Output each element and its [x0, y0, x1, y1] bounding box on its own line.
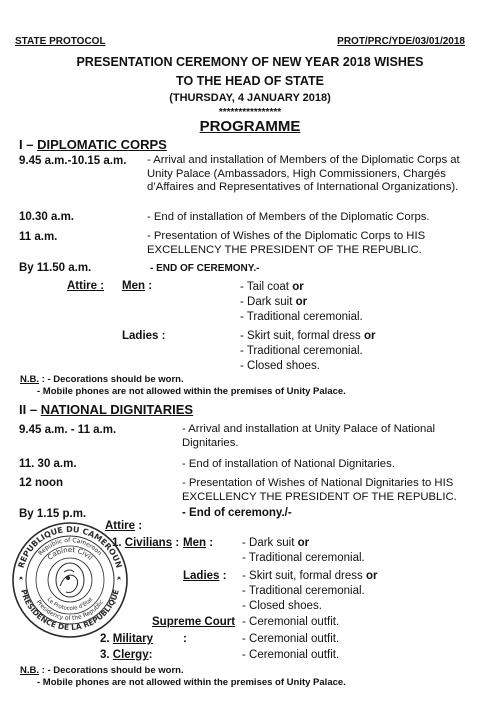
s1-desc-2: - End of installation of Members of the Diplomatic Corps.	[147, 211, 430, 223]
s2-military-desc: - Ceremonial outfit.	[242, 633, 340, 645]
s1-ladies-label: Ladies :	[122, 330, 166, 342]
s2-supreme-court-desc: - Ceremonial outfit.	[242, 616, 340, 628]
stamp-mid-bottom: Presidency of the Republic	[34, 598, 106, 623]
document-reference: PROT/PRC/YDE/03/01/2018	[337, 36, 465, 47]
section2-number: II –	[19, 402, 41, 417]
section1-heading	[19, 137, 167, 152]
s1-men-item-1: - Tail coat or	[240, 281, 304, 293]
section2-heading	[19, 402, 193, 417]
s1-ladies-item-1: - Skirt suit, formal dress or	[240, 330, 376, 342]
s1-time-1: 9.45 a.m.-10.15 a.m.	[19, 155, 127, 167]
s2-men-label: Men :	[183, 537, 214, 549]
programme-heading: PROGRAMME	[199, 118, 301, 135]
s1-desc-3: - Presentation of Wishes of the Diplomatic Corps to HIS EXCELLENCY THE PRESIDENT OF THE REPUBLIC.	[147, 230, 426, 256]
s1-time-4: By 11.50 a.m.	[19, 262, 92, 274]
s2-clergy-desc: - Ceremonial outfit.	[242, 649, 340, 661]
s2-ladies-item-3: - Closed shoes.	[242, 600, 322, 612]
s2-time-1: 9.45 a.m. - 11 a.m.	[19, 424, 117, 436]
s1-ladies-item-2: - Traditional ceremonial.	[240, 345, 363, 357]
s2-attire-label: Attire :	[105, 520, 143, 532]
s2-time-4: By 1.15 p.m.	[19, 508, 87, 520]
stamp-emblem-icon	[56, 563, 84, 597]
s1-desc-1: - Arrival and installation of Members of the Diplomatic Corps at Unity Palace (Ambassadors, High Commissioners, Chargés d’Affaires and Representatives of International Organizations).	[147, 154, 460, 193]
title-stars: ****************	[218, 107, 282, 118]
s1-nb-line-2: - Mobile phones are not allowed within the premises of Unity Palace.	[37, 386, 346, 397]
s1-ladies-item-3: - Closed shoes.	[240, 360, 320, 372]
s1-men-item-2: - Dark suit or	[240, 296, 308, 308]
s2-time-3: 12 noon	[19, 477, 64, 489]
s1-men-label: Men :	[122, 280, 153, 292]
s2-men-item-2: - Traditional ceremonial.	[242, 552, 365, 564]
s2-desc-4: - End of ceremony./-	[182, 507, 292, 519]
s2-nb-line-2: - Mobile phones are not allowed within the premises of Unity Palace.	[37, 677, 346, 688]
title-date: (THURSDAY, 4 JANUARY 2018)	[169, 92, 331, 104]
s2-desc-2: - End of installation of National Dignitaries.	[182, 458, 395, 470]
s2-military-label: 2. Military	[100, 633, 154, 645]
stamp-inner-bottom: Le Protocole d'Etat	[45, 596, 95, 613]
section1-title: DIPLOMATIC CORPS	[37, 137, 167, 152]
title-line-1: PRESENTATION CEREMONY OF NEW YEAR 2018 WISHES	[76, 55, 424, 69]
s2-clergy-label: 3. Clergy:	[100, 649, 153, 661]
s2-nb-line-1: N.B. : - Decorations should be worn.	[20, 665, 184, 676]
s2-desc-3: - Presentation of Wishes of National Dignitaries to HIS EXCELLENCY THE PRESIDENT OF THE REPUBLIC.	[182, 477, 457, 503]
section2-title: NATIONAL DIGNITARIES	[40, 402, 194, 417]
official-stamp	[10, 520, 130, 640]
s2-time-2: 11. 30 a.m.	[19, 458, 77, 470]
s1-time-3: 11 a.m.	[19, 231, 58, 243]
s2-ladies-item-1: - Skirt suit, formal dress or	[242, 570, 378, 582]
s1-nb-line-1: N.B. : - Decorations should be worn.	[20, 374, 184, 385]
s2-desc-1: - Arrival and installation at Unity Palace of National Dignitaries.	[182, 423, 436, 449]
s2-ladies-item-2: - Traditional ceremonial.	[242, 585, 365, 597]
s2-ladies-label: Ladies :	[183, 570, 227, 582]
s1-attire-label: Attire :	[67, 280, 105, 292]
s1-time-2: 10.30 a.m.	[19, 211, 74, 223]
title-line-2: TO THE HEAD OF STATE	[176, 74, 324, 88]
s2-military-colon: :	[183, 633, 187, 645]
stamp-inner-top: Cabinet Civil	[46, 545, 95, 562]
s1-desc-4: - END OF CEREMONY.-	[150, 263, 260, 274]
s2-supreme-court-label: Supreme Court	[152, 616, 236, 628]
stamp-outer-top: REPUBLIQUE DU CAMEROUN	[16, 524, 124, 570]
s1-men-item-3: - Traditional ceremonial.	[240, 311, 363, 323]
stamp-mid-top: Republic of Cameroon	[37, 536, 103, 557]
section1-number: I –	[19, 137, 38, 152]
s2-men-item-1: - Dark suit or	[242, 537, 310, 549]
s2-civilians-label: 1. Civilians :	[112, 537, 180, 549]
stamp-outer-bottom: PRESIDENCE DE LA REPUBLIQUE	[19, 588, 121, 633]
header-left: STATE PROTOCOL	[15, 36, 106, 47]
